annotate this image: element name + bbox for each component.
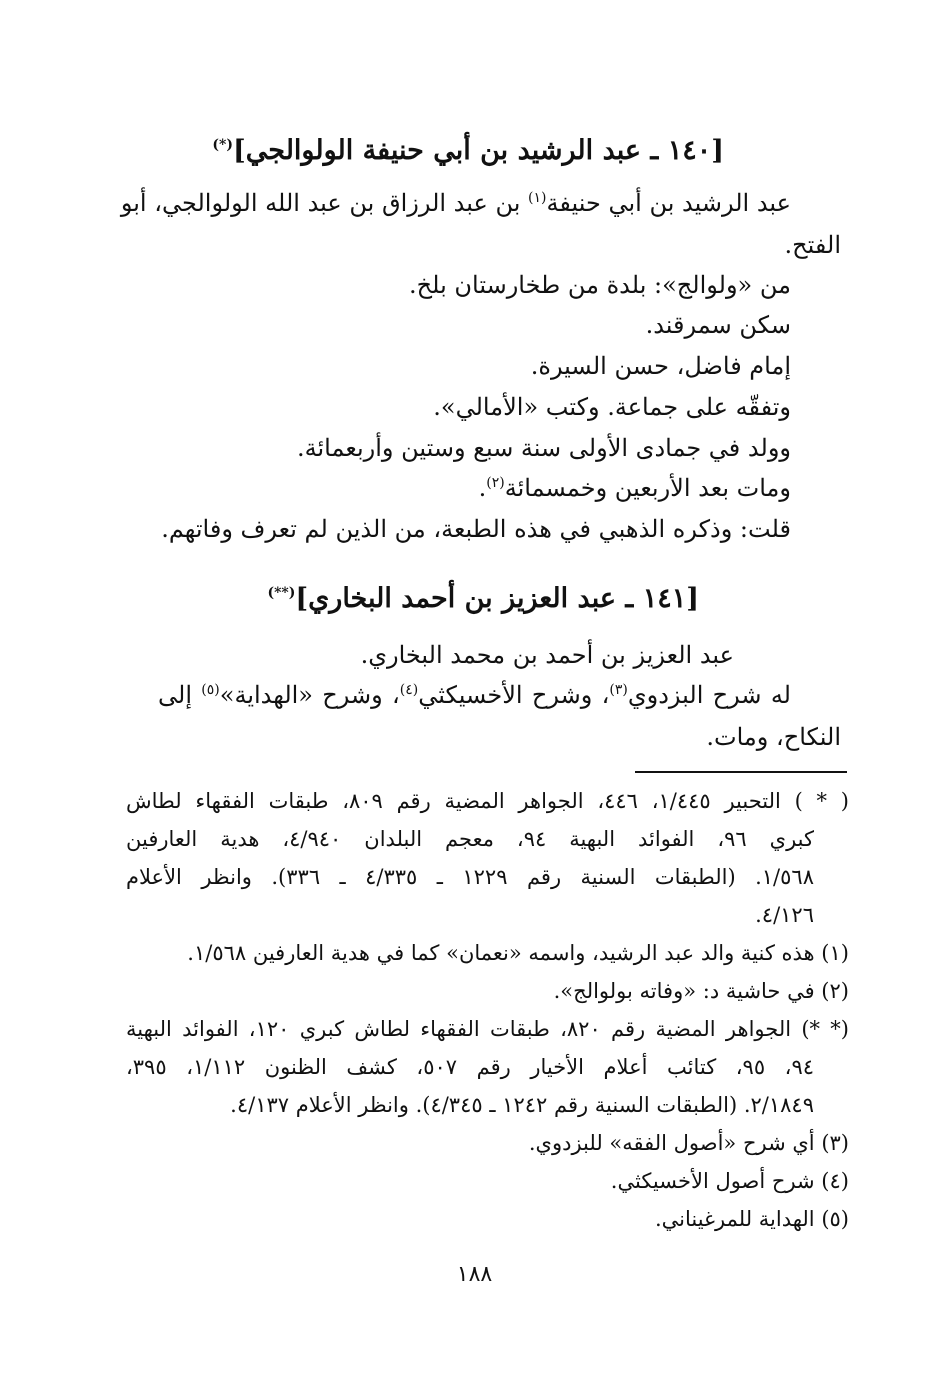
entry-140-heading: [١٤٠ ـ عبد الرشيد بن أبي حنيفة الولوالجي](*) xyxy=(212,135,724,166)
entry-141-line-2: له شرح البزدوي$^{(٣)}$، وشرح الأخسيكثي$^{(٤)}$، وشرح «الهداية»$^{(٥)}$ إلى xyxy=(158,681,791,709)
footnote-2: (٢) في حاشية د: «وفاته بولوالج». xyxy=(553,979,849,1003)
footnote-source-1-line-3: ١/٥٦٨. (الطبقات السنية رقم ١٢٢٩ ـ ٤/٣٣٥ ـ ٣٣٦). وانظر الأعلام xyxy=(126,865,814,889)
footnote-source-2-line-2: ٩٤، ٩٥، كتائب أعلام الأخيار رقم ٥٠٧، كشف الظنون ١/١١٢، ٣٩٥، xyxy=(126,1055,815,1079)
footnote-ref-1: (١) xyxy=(528,190,547,206)
footnote-source-1-line-2: كبري ٩٦، الفوائد البهية ٩٤، معجم البلدان ٤/٩٤٠، هدية العارفين xyxy=(126,827,814,851)
entry-140-line-4: سكن سمرقند. xyxy=(645,311,791,339)
entry-140-line-9: قلت: وذكره الذهبي في هذه الطبعة، من الذين لم تعرف وفاتهم. xyxy=(161,515,791,543)
footnote-5: (٥) الهداية للمرغيناني. xyxy=(654,1207,849,1231)
entry-140-line-7: وولد في جمادى الأولى سنة سبع وستين وأربعمائة. xyxy=(297,434,791,462)
footnote-ref-4: (٤) xyxy=(399,682,419,698)
entry-141-line-3: النكاح، ومات. xyxy=(706,723,841,751)
footnote-ref-3: (٣) xyxy=(609,682,628,698)
entry-140-line-3: من «ولوالج»: بلدة من طخارستان بلخ. xyxy=(409,271,791,299)
footnote-source-1-line-1: ( * ) التحبير ١/٤٤٥، ٤٤٦، الجواهر المضية رقم ٨٠٩، طبقات الفقهاء لطاش xyxy=(126,789,849,813)
entry-141-heading: [١٤١ ـ عبد العزيز بن أحمد البخاري](**) xyxy=(267,583,699,614)
footnote-ref-5: (٥) xyxy=(201,682,220,698)
footnote-source-2-line-3: ٢/١٨٤٩. (الطبقات السنية رقم ١٢٤٢ ـ ٤/٣٤٥). وانظر الأعلام ٤/١٣٧. xyxy=(230,1093,814,1117)
page-number: ١٨٨ xyxy=(456,1262,493,1287)
entry-140-line-5: إمام فاضل، حسن السيرة. xyxy=(530,352,791,380)
entry-140-line-1: عبد الرشيد بن أبي حنيفة$^{(١)}$ بن عبد الرزاق بن عبد الله الولوالجي، أبو xyxy=(120,189,791,217)
entry-140-line-6: وتفقّه على جماعة. وكتب «الأمالي». xyxy=(433,393,791,421)
footnote-4: (٤) شرح أصول الأخسيكثي. xyxy=(610,1169,849,1193)
footnote-1: (١) هذه كنية والد عبد الرشيد، واسمه «نعمان» كما في هدية العارفين ١/٥٦٨. xyxy=(187,941,849,965)
entry-140-line-8: ومات بعد الأربعين وخمسمائة$^{(٢)}$. xyxy=(478,474,791,502)
footnote-separator xyxy=(635,771,847,773)
entry-140-line-2: الفتح. xyxy=(784,231,841,259)
footnote-ref-2: (٢) xyxy=(486,475,505,491)
entry-141-line-1: عبد العزيز بن أحمد بن محمد البخاري. xyxy=(360,641,734,669)
footnote-source-1-line-4: ٤/١٢٦. xyxy=(755,903,814,927)
footnote-3: (٣) أي شرح «أصول الفقه» للبزدوي. xyxy=(528,1131,849,1155)
footnote-source-2-line-1: (* *) الجواهر المضية رقم ٨٢٠، طبقات الفقهاء لطاش كبري ١٢٠، الفوائد البهية xyxy=(126,1017,849,1041)
